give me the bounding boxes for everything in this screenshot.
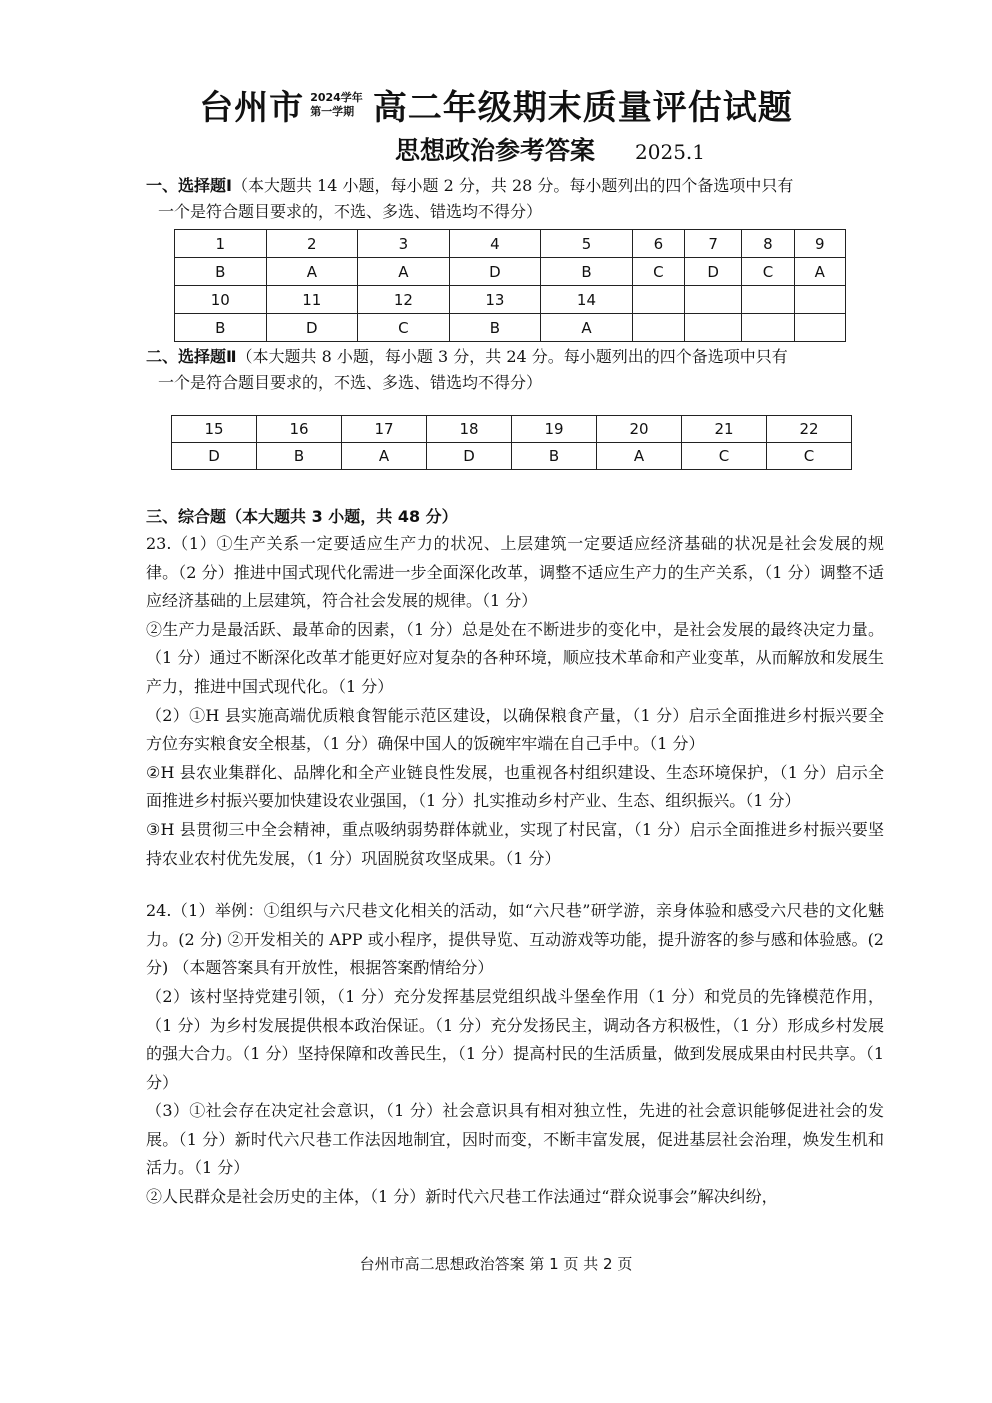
answer-23-2-a: （2）①H 县实施高端优质粮食智能示范区建设，以确保粮食产量，（1 分）启示全面推进乡村振兴要全方位夯实粮食安全根基，（1 分）确保中国人的饭碗牢牢端在自己手中。（1 分） — [146, 705, 884, 754]
section1-cell — [794, 314, 845, 342]
section1-cell: 10 — [175, 286, 267, 314]
section1-cell: 13 — [449, 286, 541, 314]
section1-row — [175, 258, 846, 286]
section1-heading — [146, 173, 886, 225]
answer-24-3-a: （3）①社会存在决定社会意识，（1 分）社会意识具有相对独立性，先进的社会意识能够促进社会的发展。（1 分）新时代六尺巷工作法因地制宜，因时而变，不断丰富发展，促进基层社会治理，焕发生机和活力。（1 分） — [146, 1101, 884, 1178]
section2-answer-table — [171, 415, 852, 470]
section2-desc2: 一个是符合题目要求的，不选、多选、错选均不得分） — [158, 373, 543, 392]
section1-cell: A — [266, 258, 358, 286]
section1-cell: C — [632, 258, 684, 286]
section1-cell: 1 — [175, 230, 267, 258]
section1-cell: D — [449, 258, 541, 286]
section2-cell: 18 — [427, 416, 512, 443]
answer-24-1: 24.（1）举例：①组织与六尺巷文化相关的活动，如“六尺巷”研学游，亲身体验和感受六尺巷的文化魅力。(2 分) ②开发相关的 APP 或小程序，提供导览、互动游戏等功能，提升游客的参与感和体验感。(2 分) （本题答案具有开放性，根据答案酌情给分） — [146, 901, 884, 978]
section1-cell — [794, 286, 845, 314]
section2-cell: B — [512, 443, 597, 470]
section2-cell: D — [427, 443, 512, 470]
answer-23-1-b: ②生产力是最活跃、最革命的因素，（1 分）总是处在不断进步的变化中，是社会发展的最终决定力量。（1 分）通过不断深化改革才能更好应对复杂的各种环境，顺应技术革命和产业变革，从而解放和发展生产力，推进中国式现代化。（1 分） — [146, 619, 884, 696]
section2-cell: A — [342, 443, 427, 470]
answer-24-2: （2）该村坚持党建引领，（1 分）充分发挥基层党组织战斗堡垒作用（1 分）和党员的先锋模范作用，（1 分）为乡村发展提供根本政治保证。（1 分）充分发扬民主，调动各方积极性，（1 分）形成乡村发展的强大合力。（1 分）坚持保障和改善民生，（1 分）提高村民的生活质量，做到发展成果由村民共享。（1 分） — [146, 986, 884, 1092]
section1-cell — [742, 286, 794, 314]
subtitle-row — [395, 131, 705, 167]
section1-cell: C — [358, 314, 450, 342]
document-date: 2025.1 — [635, 140, 705, 164]
section1-cell: C — [742, 258, 794, 286]
section2-cell: 17 — [342, 416, 427, 443]
section2-desc1: （本大题共 8 小题，每小题 3 分，共 24 分。每小题列出的四个备选项中只有 — [236, 347, 788, 366]
section2-row — [172, 443, 852, 470]
document-subtitle: 思想政治参考答案 — [395, 136, 596, 165]
answer-23-2-b: ②H 县农业集群化、品牌化和全产业链良性发展，也重视各村组织建设、生态环境保护，（1 分）启示全面推进乡村振兴要加快建设农业强国，（1 分）扎实推动乡村产业、生态、组织振兴。（1 分） — [146, 762, 884, 811]
section1-row — [175, 230, 846, 258]
document-title — [0, 80, 992, 129]
section2-cell: 16 — [257, 416, 342, 443]
section1-cell: B — [541, 258, 633, 286]
title-semester-line: 第一学期 — [310, 104, 355, 118]
section1-cell — [685, 314, 742, 342]
section2-title: 二、选择题Ⅱ — [146, 347, 237, 366]
section1-title: 一、选择题Ⅰ — [146, 176, 232, 195]
section1-desc2: 一个是符合题目要求的，不选、多选、错选均不得分） — [158, 202, 543, 221]
section1-cell — [742, 314, 794, 342]
section1-cell: D — [685, 258, 742, 286]
section3-body — [146, 530, 884, 1212]
section1-cell: 4 — [449, 230, 541, 258]
section1-cell: B — [449, 314, 541, 342]
title-city: 台州市 — [199, 88, 305, 128]
section1-cell: B — [175, 258, 267, 286]
section1-cell: 14 — [541, 286, 633, 314]
section1-cell: D — [266, 314, 358, 342]
section2-line1 — [146, 344, 886, 370]
section1-cell: 5 — [541, 230, 633, 258]
section1-cell: 11 — [266, 286, 358, 314]
answer-23-1-a: 23.（1）①生产关系一定要适应生产力的状况、上层建筑一定要适应经济基础的状况是社会发展的规律。（2 分）推进中国式现代化需进一步全面深化改革，调整不适应生产力的生产关系，（1 分）调整不适应经济基础的上层建筑，符合社会发展的规律。（1 分） — [146, 534, 884, 611]
paragraph-gap — [146, 873, 884, 897]
section1-cell: 12 — [358, 286, 450, 314]
section2-cell: 22 — [767, 416, 852, 443]
section1-cell: 9 — [794, 230, 845, 258]
section2-row — [172, 416, 852, 443]
title-year-line: 2024学年 — [310, 90, 363, 104]
section1-cell — [632, 314, 684, 342]
section1-cell: A — [794, 258, 845, 286]
answer-24-3-b: ②人民群众是社会历史的主体，（1 分）新时代六尺巷工作法通过“群众说事会”解决纠纷， — [146, 1187, 778, 1207]
section2-cell: 21 — [682, 416, 767, 443]
section2-cell: C — [767, 443, 852, 470]
section1-cell: 7 — [685, 230, 742, 258]
section1-cell: 3 — [358, 230, 450, 258]
title-main: 高二年级期末质量评估试题 — [372, 88, 793, 128]
section1-cell: 2 — [266, 230, 358, 258]
section1-cell: B — [175, 314, 267, 342]
section2-cell: C — [682, 443, 767, 470]
section1-cell — [685, 286, 742, 314]
section1-row — [175, 314, 846, 342]
section1-cell — [632, 286, 684, 314]
section3-title: 三、综合题（本大题共 3 小题，共 48 分） — [146, 507, 458, 526]
section2-cell: 15 — [172, 416, 257, 443]
section1-cell: A — [541, 314, 633, 342]
section1-row — [175, 286, 846, 314]
section2-cell: B — [257, 443, 342, 470]
section3-heading — [146, 504, 886, 530]
section2-cell: D — [172, 443, 257, 470]
page-footer: 台州市高二思想政治答案 第 1 页 共 2 页 — [359, 1255, 633, 1273]
section2-cell: 20 — [597, 416, 682, 443]
section2-cell: 19 — [512, 416, 597, 443]
section1-desc1: （本大题共 14 小题，每小题 2 分，共 28 分。每小题列出的四个备选项中只有 — [231, 176, 794, 195]
title-term — [310, 91, 363, 119]
section1-answer-table — [174, 229, 846, 342]
section2-cell: A — [597, 443, 682, 470]
answer-23-2-c: ③H 县贯彻三中全会精神，重点吸纳弱势群体就业，实现了村民富，（1 分）启示全面推进乡村振兴要坚持农业农村优先发展，（1 分）巩固脱贫攻坚成果。（1 分） — [146, 819, 884, 868]
section1-line1 — [146, 173, 886, 199]
section2-heading — [146, 344, 886, 396]
section1-cell: A — [358, 258, 450, 286]
section1-cell: 6 — [632, 230, 684, 258]
section1-cell: 8 — [742, 230, 794, 258]
